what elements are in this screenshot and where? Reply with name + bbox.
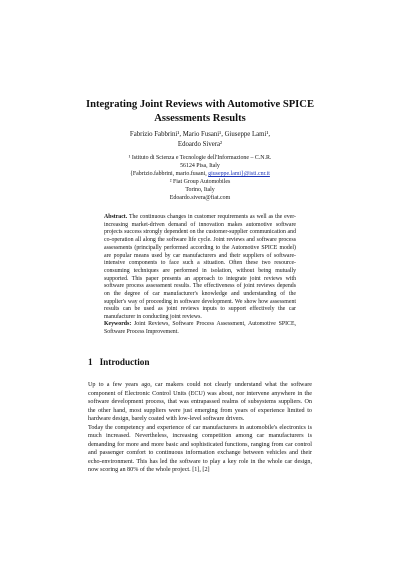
affiliation-1-address: 56124 Pisa, Italy [180, 162, 220, 169]
section-heading [88, 357, 149, 368]
affiliation-2: ² Fiat Group Automobiles [169, 178, 231, 185]
paper-title: Integrating Joint Reviews with Automotive SPICE Assessments Results [85, 99, 315, 124]
emails-text: {Fabrizio.fabbrini, mario.fusani, [130, 170, 209, 177]
affiliation-2-email: Edoardo.sivera@fiat.com [169, 194, 231, 201]
author-list [60, 130, 340, 149]
keywords-text: Joint Reviews, Software Process Assessment, Automotive SPICE, Software Process Improvement. [104, 321, 296, 335]
abstract [104, 214, 296, 322]
intro-paragraph-2: Today the competency and experience of car manufacturers in automobile's electronics is much increased. Nevertheless, increasing competition among car manufacturers is demanding for more and more basic and sophisticated functions, ranging from car control and passenger comfort to continuous information exchange between vehicles and their echo-environment. This has led the software to play a key role in the whole car design, now scoring an 80% of the whole project. [1], [2] [88, 424, 312, 474]
email-link[interactable]: giuseppe.lami}@isti.cnr.it [208, 170, 270, 177]
abstract-text: The continuous changes in customer requirements as well as the ever-increasing market-driven demand of innovation makes automotive software projects success strongly dependent on the customer-supplier communication and co-operation all along the software life cycle. Joint reviews and software process assessments (principally performed according to the Automotive SPICE model) are popular means used by car manufacturers and their suppliers of software-intensive components to face such a situation. Often these two resource-consuming techniques are performed in isolation, without being mutually supported. This paper presents an approach to integrate joint reviews with software process assessment results. The effectiveness of joint reviews depends on the degree of car manufacturer's knowledge and understanding of the supplier's way of proceeding in software development. We show how assessment results can be used as joint reviews inputs to support effectively the car manufacturer in conducting joint reviews. [104, 214, 296, 321]
affiliations [60, 155, 340, 202]
affiliation-1: ¹ Istituto di Scienza e Tecnologie dell'Informazione – C.N.R. [128, 155, 272, 161]
abstract-label: Abstract. [104, 214, 128, 220]
keywords-label: Keywords: [104, 321, 132, 327]
intro-paragraph-1: Up to a few years ago, car makers could not clearly understand what the software component of Electronic Control Units (ECU) was about, nor intervene anywhere in the software development process, that was entrapassed realms of subsystems suppliers. On the other hand, most suppliers were just emerging from years of experience limited to hardware design, barely coated with low-level software drivers. [88, 382, 312, 423]
affiliation-1-emails [60, 171, 340, 179]
section-number: 1 [88, 357, 93, 367]
keywords [104, 321, 296, 336]
introduction-body [88, 381, 312, 475]
authors-line-2: Edoardo Sivera² [177, 140, 223, 148]
affiliation-2-address: Torino, Italy [185, 186, 215, 193]
authors-line-1: Fabrizio Fabbrini¹, Mario Fusani¹, Giuseppe Lami¹, [129, 131, 271, 138]
section-title: Introduction [99, 357, 150, 367]
